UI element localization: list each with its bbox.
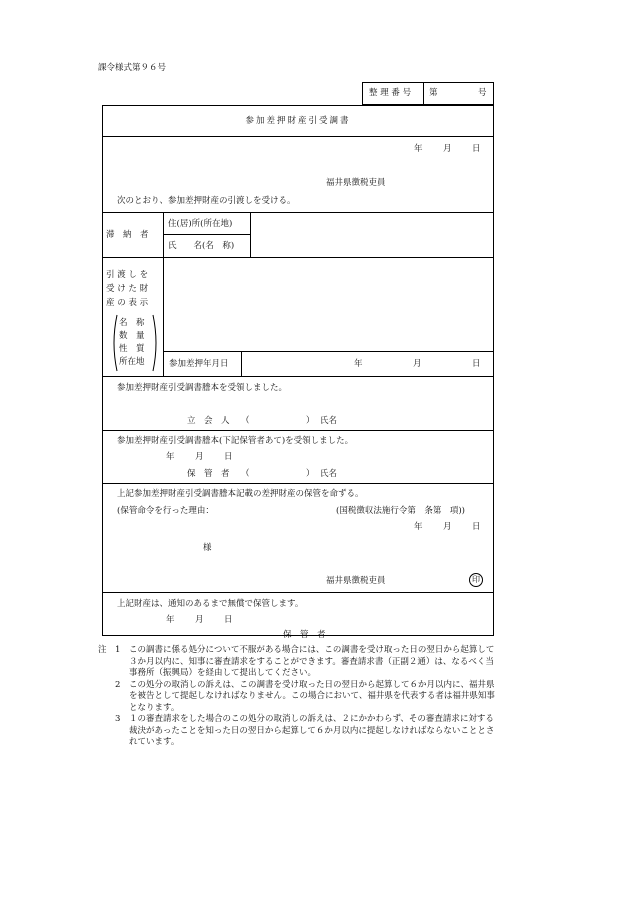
item-nature: 性 質 [119, 344, 145, 354]
custodian-date-year: 年 [166, 452, 175, 462]
taxpayer-label: 滞 納 者 [106, 230, 149, 240]
form-title: 参加差押財産引受調書 [245, 116, 351, 126]
seal-mark: 印 [469, 573, 483, 587]
divider [241, 351, 242, 376]
form-number: 課令様式第９６号 [98, 63, 167, 73]
name-label: 氏 名(名 称) [168, 241, 235, 251]
custodian-paren-open: （ [241, 469, 250, 479]
reference-number-suffix: 号 [478, 88, 487, 98]
storage-date-day: 日 [224, 615, 233, 625]
order-date-day: 日 [472, 522, 481, 532]
divider [250, 212, 251, 257]
divider [102, 483, 494, 484]
divider [163, 234, 250, 235]
date-month: 月 [443, 144, 452, 154]
custodian-name-label: 氏名 [320, 469, 338, 479]
order-addressee-suffix: 様 [203, 543, 212, 553]
storage-text: 上記財産は、通知のあるまで無償で保管します。 [117, 599, 304, 609]
item-quantity: 数 量 [119, 331, 145, 341]
storage-custodian-label: 保 管 者 [283, 630, 326, 640]
witness-name-label: 氏名 [320, 416, 338, 426]
property-label-line-1: 引 渡 し を [106, 270, 149, 280]
item-name: 名 称 [119, 318, 145, 328]
notes [98, 645, 495, 749]
attachment-date-month: 月 [413, 359, 422, 369]
date-year: 年 [414, 144, 423, 154]
attachment-date-label: 参加差押年月日 [169, 359, 229, 369]
form-frame [102, 105, 494, 636]
attachment-date-year: 年 [354, 359, 363, 369]
order-reason-label: (保管命令を行った理由： [117, 506, 214, 516]
custodian-received-text: 参加差押財産引受調書謄本(下記保管者あて)を受領しました。 [117, 436, 354, 446]
witness-label: 立 会 人 [187, 416, 230, 426]
date-day: 日 [472, 144, 481, 154]
divider [423, 82, 424, 105]
custodian-label: 保 管 者 [187, 469, 230, 479]
divider [102, 592, 494, 593]
note-number: 3 [115, 714, 121, 724]
storage-date-month: 月 [195, 615, 204, 625]
reference-number-label: 整 理 番 号 [369, 88, 412, 98]
order-date-month: 月 [443, 522, 452, 532]
note-text: この処分の取消しの訴えは、この調書を受け取った日の翌日から起算して６か月以内に、福井県を被告として提起しなければなりません。この場合において、福井県を代表する者は福井県知事となります。 [129, 679, 495, 713]
note-text: この調書に係る処分について不服がある場合には、この調書を受け取った日の翌日から起算して３か月以内に、知事に審査請求をすることができます。審査請求書（正副２通）は、なるべく当事務所（振興局）を経由して提出してください。 [129, 645, 495, 678]
custodian-paren-close: ） [306, 469, 315, 479]
order-date-year: 年 [414, 522, 423, 532]
divider [102, 212, 494, 213]
address-label: 住(居)所(所在地) [168, 219, 233, 229]
storage-date-year: 年 [166, 615, 175, 625]
intro-text: 次のとおり、参加差押財産の引渡しを受ける。 [117, 196, 296, 206]
order-text: 上記参加差押財産引受調書謄本記載の差押財産の保管を命ずる。 [117, 489, 364, 499]
note-number: 1 [115, 645, 121, 655]
witness-paren-open: （ [241, 416, 250, 426]
order-law-reference: (国税徴収法施行令第 条第 項)) [336, 506, 465, 516]
note-text: １の審査請求をした場合のこの処分の取消しの訴えは、２にかかわらず、その審査請求に対する裁決があったことを知った日の翌日から起算して６か月以内に提起しなければならないこととされています。 [129, 714, 495, 747]
custodian-date-day: 日 [224, 452, 233, 462]
witness-paren-close: ） [306, 416, 315, 426]
notes-head: 注 [98, 645, 107, 655]
divider [102, 430, 494, 431]
property-label-line-3: 産 の 表 示 [106, 298, 149, 308]
custodian-date-month: 月 [195, 452, 204, 462]
divider [102, 257, 494, 258]
note-number: 2 [115, 679, 121, 690]
note-item [98, 714, 495, 749]
witness-received-text: 参加差押財産引受調書謄本を受領しました。 [117, 383, 288, 393]
item-location: 所在地 [119, 357, 145, 367]
attachment-date-day: 日 [472, 359, 481, 369]
divider [102, 136, 494, 137]
divider [102, 376, 494, 377]
divider [163, 351, 494, 352]
reference-number-prefix: 第 [429, 88, 438, 98]
order-issuer: 福井県徴税吏員 [326, 576, 386, 586]
note-item [98, 645, 495, 680]
note-item [98, 680, 495, 715]
property-label-line-2: 受 け た 財 [106, 284, 149, 294]
issuer: 福井県徴税吏員 [326, 178, 386, 188]
